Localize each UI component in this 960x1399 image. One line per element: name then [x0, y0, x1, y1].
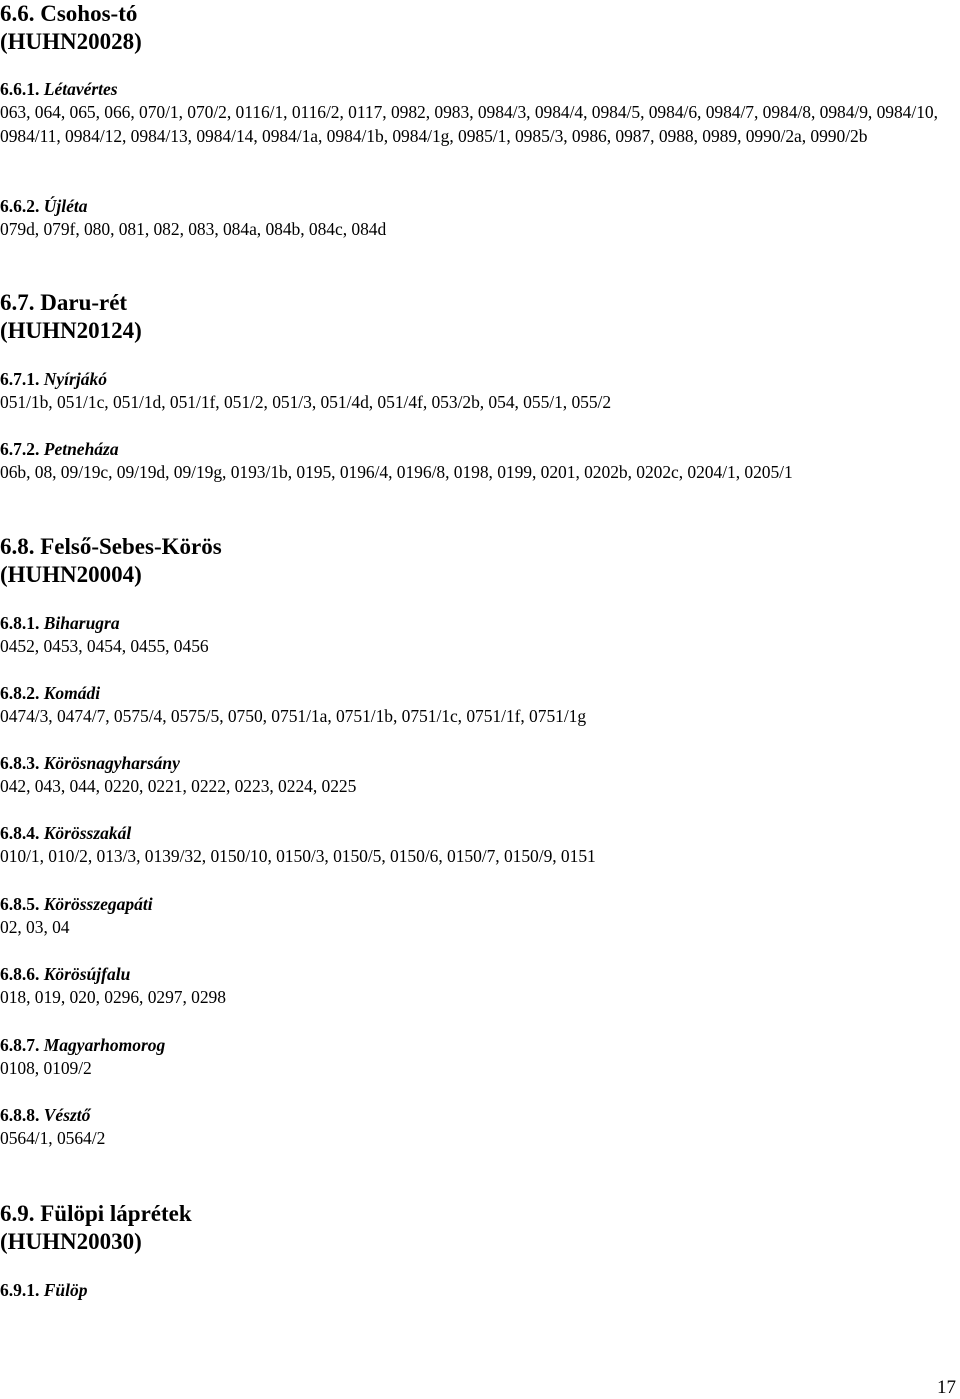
subsection-6-8-8 [0, 1104, 960, 1151]
subsection-name: Körösszegapáti [43, 894, 153, 914]
subsection-number: 6.8.5. [0, 894, 40, 914]
subsection-name: Magyarhomorog [43, 1035, 166, 1055]
subsection-title [0, 893, 960, 915]
parcel-list: 0452, 0453, 0454, 0455, 0456 [0, 636, 209, 656]
parcel-list: 0108, 0109/2 [0, 1058, 92, 1078]
subsection-number: 6.8.8. [0, 1105, 40, 1125]
subsection-6-8-2 [0, 682, 960, 729]
subsection-number: 6.6.1. [0, 79, 40, 99]
section-heading-title: 6.7. Daru-rét [0, 290, 128, 315]
parcel-list: 010/1, 010/2, 013/3, 0139/32, 0150/10, 0150/3, 0150/5, 0150/6, 0150/7, 0150/9, 0151 [0, 846, 596, 866]
subsection-6-8-5 [0, 893, 960, 940]
subsection-title [0, 78, 960, 100]
subsection-title [0, 822, 960, 844]
subsection-name: Biharugra [43, 613, 120, 633]
section-heading-code: (HUHN20030) [0, 1229, 142, 1254]
page-number: 17 [937, 1377, 956, 1398]
subsection-number: 6.8.7. [0, 1035, 40, 1055]
subsection-title [0, 752, 960, 774]
subsection-6-6-2 [0, 195, 960, 242]
section-heading-title: 6.8. Felső-Sebes-Körös [0, 534, 222, 559]
subsection-number: 6.7.2. [0, 439, 40, 459]
subsection-number: 6.9.1. [0, 1280, 40, 1300]
subsection-number: 6.7.1. [0, 369, 40, 389]
section-heading-6-6 [0, 0, 142, 56]
subsection-title [0, 1034, 960, 1056]
subsection-name: Újléta [43, 196, 88, 216]
parcel-list: 042, 043, 044, 0220, 0221, 0222, 0223, 0224, 0225 [0, 776, 357, 796]
section-heading-title: 6.9. Fülöpi láprétek [0, 1201, 192, 1226]
subsection-number: 6.8.4. [0, 823, 40, 843]
subsection-name: Körösújfalu [43, 964, 131, 984]
subsection-name: Komádi [43, 683, 101, 703]
subsection-name: Körösnagyharsány [43, 753, 180, 773]
subsection-title [0, 368, 960, 390]
subsection-name: Körösszakál [43, 823, 132, 843]
subsection-name: Fülöp [43, 1280, 88, 1300]
subsection-title [0, 195, 960, 217]
parcel-list: 079d, 079f, 080, 081, 082, 083, 084a, 084b, 084c, 084d [0, 219, 387, 239]
subsection-6-8-7 [0, 1034, 960, 1081]
section-heading-code: (HUHN20124) [0, 318, 142, 343]
subsection-6-8-1 [0, 612, 960, 659]
subsection-title [0, 963, 960, 985]
subsection-6-8-4 [0, 822, 960, 869]
section-heading-6-8 [0, 533, 222, 589]
subsection-number: 6.6.2. [0, 196, 40, 216]
section-heading-title: 6.6. Csohos-tó [0, 1, 138, 26]
section-heading-6-7 [0, 289, 142, 345]
subsection-name: Vésztő [43, 1105, 91, 1125]
parcel-list: 0564/1, 0564/2 [0, 1128, 106, 1148]
subsection-title [0, 612, 960, 634]
subsection-number: 6.8.3. [0, 753, 40, 773]
parcel-list: 018, 019, 020, 0296, 0297, 0298 [0, 987, 226, 1007]
subsection-title [0, 1279, 960, 1301]
subsection-6-8-6 [0, 963, 960, 1010]
subsection-number: 6.8.1. [0, 613, 40, 633]
section-heading-code: (HUHN20004) [0, 562, 142, 587]
subsection-6-7-2 [0, 438, 960, 485]
subsection-title [0, 438, 960, 460]
parcel-list: 06b, 08, 09/19c, 09/19d, 09/19g, 0193/1b, 0195, 0196/4, 0196/8, 0198, 0199, 0201, 0202b, 0202c, 0204/1, 0205/1 [0, 462, 793, 482]
parcel-list: 02, 03, 04 [0, 917, 70, 937]
parcel-list: 051/1b, 051/1c, 051/1d, 051/1f, 051/2, 051/3, 051/4d, 051/4f, 053/2b, 054, 055/1, 055/2 [0, 392, 612, 412]
subsection-6-7-1 [0, 368, 960, 415]
subsection-6-8-3 [0, 752, 960, 799]
subsection-number: 6.8.2. [0, 683, 40, 703]
subsection-number: 6.8.6. [0, 964, 40, 984]
parcel-list: 0474/3, 0474/7, 0575/4, 0575/5, 0750, 0751/1a, 0751/1b, 0751/1c, 0751/1f, 0751/1g [0, 706, 587, 726]
subsection-6-9-1 [0, 1279, 960, 1301]
section-heading-6-9 [0, 1200, 192, 1256]
subsection-name: Nyírjákó [43, 369, 107, 389]
subsection-title [0, 682, 960, 704]
subsection-name: Petneháza [43, 439, 119, 459]
subsection-6-6-1 [0, 78, 960, 148]
parcel-list: 063, 064, 065, 066, 070/1, 070/2, 0116/1, 0116/2, 0117, 0982, 0983, 0984/3, 0984/4, 0984/5, 0984/6, 0984/7, 0984/8, 0984/9, 0984/10, 0984/11, 0984/12, 0984/13, 0984/14, 0984/1a, 0984/1b, 0984/1g, 0985/1, 0985/3, 0986, 0987, 0988, 0989, 0990/2a, 0990/2b [0, 102, 938, 146]
subsection-title [0, 1104, 960, 1126]
subsection-name: Létavértes [43, 79, 118, 99]
section-heading-code: (HUHN20028) [0, 29, 142, 54]
